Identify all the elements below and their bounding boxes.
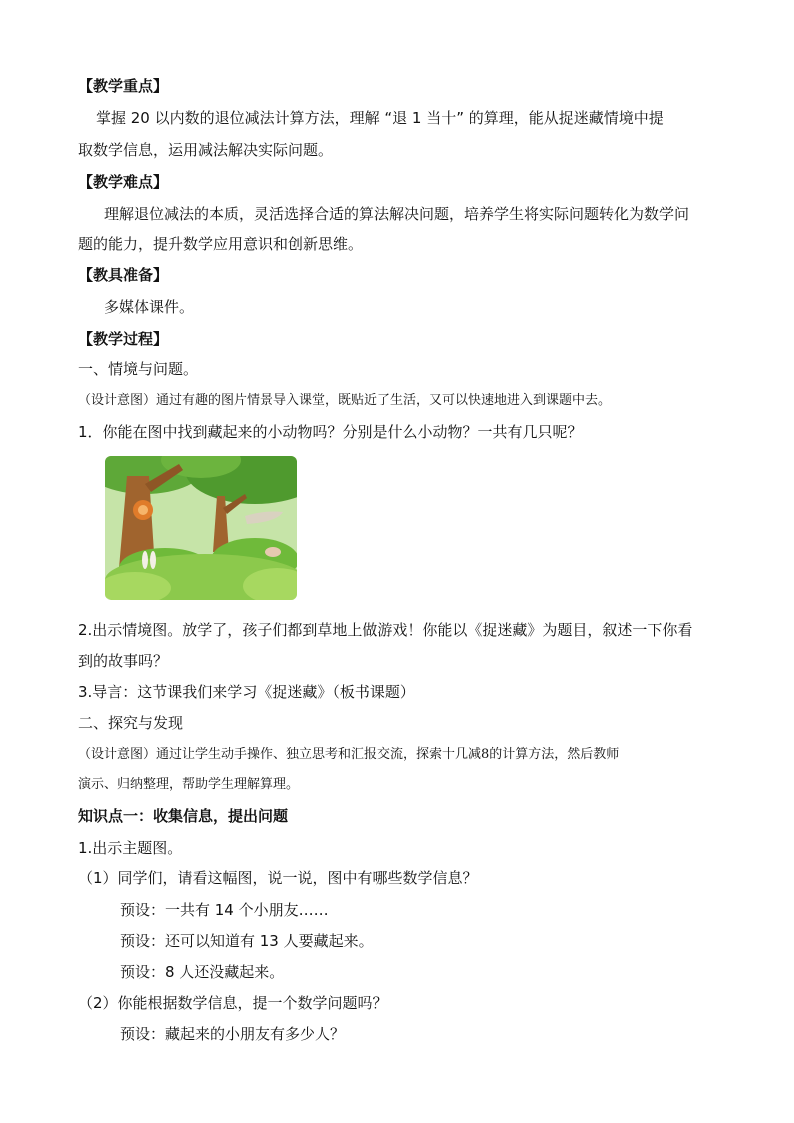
preset-answer-1: 预设：一共有 14 个小朋友…… bbox=[120, 901, 329, 919]
sub-question-1: （1）同学们，请看这幅图，说一说，图中有哪些数学信息？ bbox=[78, 869, 478, 887]
question-2-line-2: 到的故事吗？ bbox=[78, 652, 169, 670]
question-2-line-1: 2.出示情境图。放学了，孩子们都到草地上做游戏！你能以《捉迷藏》为题目，叙述一下你看 bbox=[78, 621, 693, 639]
knowledge-point-1-title: 知识点一：收集信息，提出问题 bbox=[78, 807, 289, 825]
section-2-title: 二、探究与发现 bbox=[78, 714, 184, 732]
heading-teaching-focus: 【教学重点】 bbox=[78, 77, 169, 95]
question-1: 1．你能在图中找到藏起来的小动物吗？分别是什么小动物？一共有几只呢？ bbox=[78, 423, 583, 441]
hide-and-seek-illustration bbox=[105, 456, 297, 600]
tools-paragraph: 多媒体课件。 bbox=[104, 298, 195, 316]
question-3: 3.导言：这节课我们来学习《捉迷藏》（板书课题） bbox=[78, 683, 415, 701]
preset-answer-4: 预设：藏起来的小朋友有多少人？ bbox=[120, 1025, 346, 1043]
design-intent-1: （设计意图）通过有趣的图片情景导入课堂，既贴近了生活，又可以快速地进入到课题中去。 bbox=[78, 393, 612, 408]
heading-teaching-tools: 【教具准备】 bbox=[78, 266, 169, 284]
difficulty-paragraph-line-2: 题的能力，提升数学应用意识和创新思维。 bbox=[78, 235, 364, 253]
sub-question-2: （2）你能根据数学信息，提一个数学问题吗？ bbox=[78, 994, 388, 1012]
difficulty-paragraph-line-1: 理解退位减法的本质，灵活选择合适的算法解决问题，培养学生将实际问题转化为数学问 bbox=[104, 205, 690, 223]
design-intent-2-line-2: 演示、归纳整理，帮助学生理解算理。 bbox=[78, 777, 300, 792]
focus-paragraph-line-1: 掌握 20 以内数的退位减法计算方法，理解 “退 1 当十” 的算理，能从捉迷藏情境中提 bbox=[96, 109, 664, 127]
focus-paragraph-line-2: 取数学信息，运用减法解决实际问题。 bbox=[78, 141, 334, 159]
preset-answer-2: 预设：还可以知道有 13 人要藏起来。 bbox=[120, 932, 374, 950]
design-intent-2-line-1: （设计意图）通过让学生动手操作、独立思考和汇报交流，探索十几减8的计算方法，然后教师 bbox=[78, 747, 620, 762]
step-1: 1.出示主题图。 bbox=[78, 839, 183, 857]
heading-teaching-difficulty: 【教学难点】 bbox=[78, 173, 169, 191]
heading-teaching-process: 【教学过程】 bbox=[78, 330, 169, 348]
section-1-title: 一、情境与问题。 bbox=[78, 360, 199, 378]
forest-hide-and-seek-icon bbox=[105, 456, 297, 600]
preset-answer-3: 预设：8 人还没藏起来。 bbox=[120, 963, 285, 981]
